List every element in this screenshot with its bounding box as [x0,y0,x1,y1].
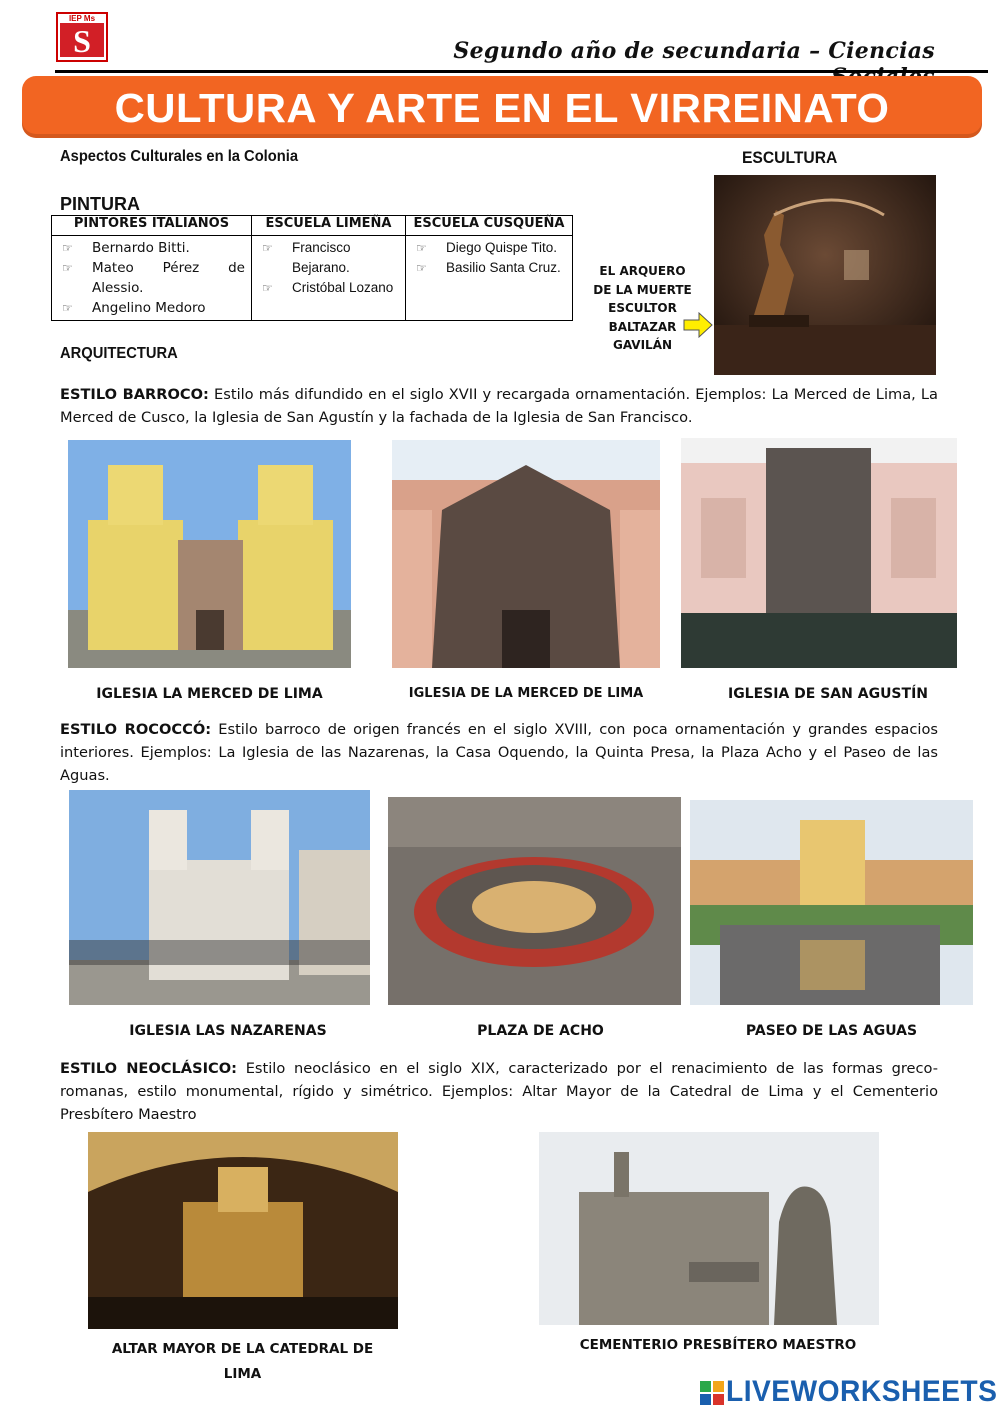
neoclasico-label: ESTILO NEOCLÁSICO: [60,1060,237,1077]
caption-plaza-acho: PLAZA DE ACHO [477,1023,604,1039]
photo-altar-mayor [88,1132,398,1329]
logo-text: IEP Ms [68,14,96,23]
col-italianos: PINTORES ITALIANOS [52,216,252,236]
list-item: ☞ Diego Quispe Tito. [416,238,566,258]
caption-cementerio: CEMENTERIO PRESBÍTERO MAESTRO [579,1337,857,1353]
list-item: ☞ Cristóbal Lozano [262,278,399,298]
rococo-label: ESTILO ROCOCCÓ: [60,721,212,738]
photo-merced-lima-2 [392,440,660,668]
sculpture-photo [714,175,936,375]
neoclasico-text: Estilo neoclásico en el siglo XIX, caracterizado por el renacimiento de las formas greco-romanas, estilo monumental, rígido y simétrico. Ejemplos: Altar Mayor de la Catedral de Lima y el Cementerio Presbítero Maestro [60,1060,938,1123]
barroco-text: Estilo más difundido en el siglo XVII y recargada ornamentación. Ejemplos: La Merced de Lima, La Merced de Cusco, la Iglesia de San Agustín y la fachada de la Iglesia de San Francisco. [60,386,939,426]
caption-merced-lima-1: IGLESIA LA MERCED DE LIMA [96,686,323,702]
logo-mark: S [73,23,91,59]
photo-cementerio [539,1132,879,1325]
list-item: ☞ Angelino Medoro [62,300,206,316]
list-item: ☞ Basilio Santa Cruz. [416,258,566,278]
caption-nazarenas: IGLESIA LAS NAZARENAS [129,1023,327,1039]
caption-altar-mayor: ALTAR MAYOR DE LA CATEDRAL DE LIMA [111,1341,374,1382]
pointing-hand-icon: ☞ [62,301,73,315]
list-item: ☞ Mateo Pérez de Alessio. [62,260,245,296]
col-limena: ESCUELA LIMEÑA [252,216,406,236]
photo-merced-lima-1 [68,440,351,668]
pointing-hand-icon: ☞ [416,241,427,255]
photo-nazarenas [69,790,370,1005]
liveworksheets-brand[interactable] [700,1377,1000,1409]
caption-san-agustin: IGLESIA DE SAN AGUSTÍN [727,686,928,702]
header-rule [55,70,988,73]
school-logo [56,12,108,62]
pointing-hand-icon: ☞ [416,261,427,275]
escultura-heading: ESCULTURA [742,148,838,167]
caption-paseo-aguas: PASEO DE LAS AGUAS [745,1023,918,1039]
liveworksheets-text: LIVEWORKSHEETS [726,1375,998,1408]
painters-table [51,215,573,321]
pintura-heading: PINTURA [60,194,140,214]
page-title: CULTURA Y ARTE EN EL VIRREINATO PERUANO [114,85,890,191]
list-item: ☞ Francisco Bejarano. [262,238,399,278]
liveworksheets-logo-icon [700,1381,724,1405]
neoclasico-paragraph [60,1057,938,1126]
pointing-hand-icon: ☞ [62,261,73,275]
cusquena-cell [406,236,573,321]
rococo-paragraph [60,718,938,787]
italianos-cell [52,236,252,321]
arquitectura-heading: ARQUITECTURA [60,345,178,362]
intro-heading: Aspectos Culturales en la Colonia [60,148,299,165]
limena-cell [252,236,406,321]
photo-san-agustin [681,438,957,668]
sculpture-caption: EL ARQUERO DE LA MUERTE ESCULTOR BALTAZAR GAVILÁN [593,264,692,352]
list-item: ☞ Bernardo Bitti. [62,240,190,256]
caption-merced-lima-2: IGLESIA DE LA MERCED DE LIMA [408,686,644,701]
photo-paseo-aguas [690,800,973,1005]
pointing-hand-icon: ☞ [262,281,273,295]
barroco-paragraph [60,383,938,429]
col-cusquena: ESCUELA CUSQUEÑA [406,216,573,236]
pointing-hand-icon: ☞ [62,241,73,255]
pointing-hand-icon: ☞ [262,241,273,255]
rococo-text: Estilo barroco de origen francés en el siglo XVIII, con poca ornamentación y grandes espacios interiores. Ejemplos: La Iglesia de las Nazarenas, la Casa Oquendo, la Quinta Presa, la Plaza Acho y el Paseo de las Aguas. [60,721,938,784]
subject-line: Segundo año de secundaria – Ciencias [453,38,935,64]
yellow-arrow-icon [683,312,713,338]
barroco-label: ESTILO BARROCO: [60,386,209,403]
photo-plaza-acho [388,797,681,1005]
